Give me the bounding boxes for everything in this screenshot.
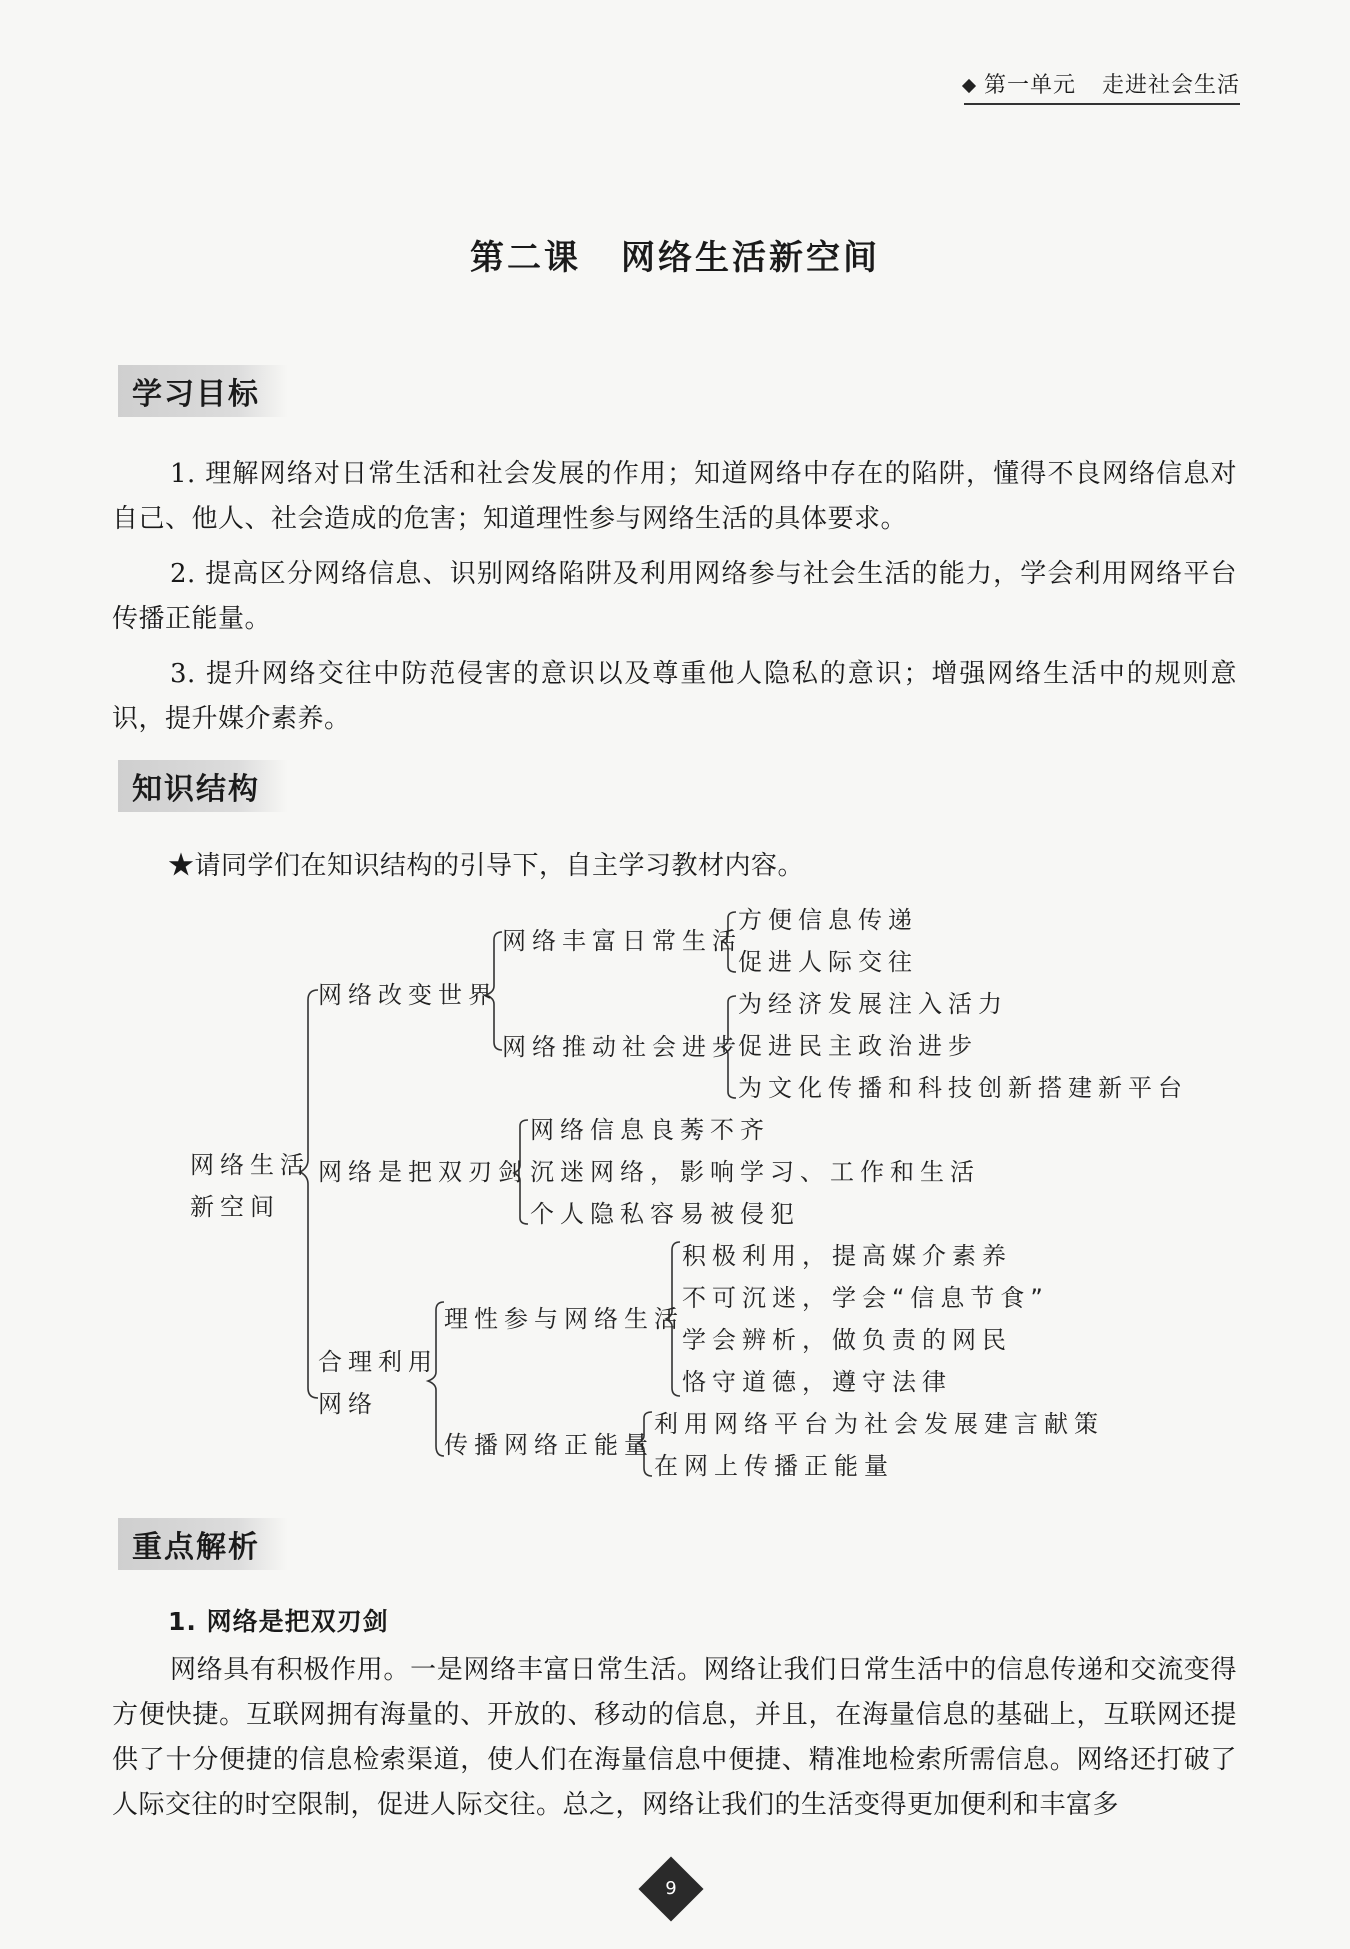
objective-item-3: 3. 提升网络交往中防范侵害的意识以及尊重他人隐私的意识；增强网络生活中的规则意识，提升媒介素养。 [112, 659, 1237, 734]
section-heading-objectives: 学习目标 [118, 365, 288, 417]
structure-intro: ★请同学们在知识结构的引导下，自主学习教材内容。 [168, 851, 805, 881]
objective-item-1: 1. 理解网络对日常生活和社会发展的作用；知道网络中存在的陷阱，懂得不良网络信息对自己、他人、社会造成的危害；知道理性参与网络生活的具体要求。 [112, 459, 1237, 534]
tree-leaf: 积极利用，提高媒介素养 [682, 1242, 1012, 1270]
tree-node-social-progress: 网络推动社会进步 [502, 1033, 742, 1061]
tree-node-positive-energy: 传播网络正能量 [444, 1431, 654, 1459]
brace-positive-energy [638, 1412, 652, 1476]
tree-branch-double-edged: 网络是把双刃剑 [318, 1158, 528, 1186]
analysis-subheading: 1. 网络是把双刃剑 [168, 1607, 389, 1636]
brace-change-world [486, 932, 502, 1050]
lesson-title [0, 230, 1350, 279]
diamond-icon [962, 79, 976, 93]
tree-leaf: 沉迷网络，影响学习、工作和生活 [530, 1158, 980, 1186]
tree-branch-change-world: 网络改变世界 [318, 981, 498, 1009]
tree-leaf: 个人隐私容易被侵犯 [530, 1200, 800, 1228]
tree-leaf: 学会辨析，做负责的网民 [682, 1326, 1012, 1354]
brace-social-progress [722, 996, 736, 1098]
brace-daily-life [722, 912, 736, 972]
analysis-paragraph: 网络具有积极作用。一是网络丰富日常生活。网络让我们日常生活中的信息传递和交流变得方便快捷。互联网拥有海量的、开放的、移动的信息，并且，在海量信息的基础上，互联网还提供了十分便捷的信息检索渠道，使人们在海量信息中便捷、精准地检索所需信息。网络还打破了人际交往的时空限制，促进人际交往。总之，网络让我们的生活变得更加便利和丰富多 [112, 1655, 1237, 1820]
brace-rational-use [428, 1302, 444, 1456]
unit-label: 第一单元 [983, 73, 1076, 98]
tree-branch-rational-use-2: 网络 [318, 1390, 378, 1418]
running-header [964, 68, 1240, 105]
lesson-name: 网络生活新空间 [621, 238, 880, 278]
tree-leaf: 利用网络平台为社会发展建言献策 [654, 1410, 1104, 1438]
lesson-number: 第二课 [470, 238, 581, 278]
tree-leaf: 恪守道德，遵守法律 [682, 1368, 952, 1396]
tree-leaf: 方便信息传递 [738, 906, 918, 934]
tree-leaf: 为文化传播和科技创新搭建新平台 [738, 1074, 1188, 1102]
tree-leaf: 网络信息良莠不齐 [530, 1116, 770, 1144]
tree-leaf: 在网上传播正能量 [654, 1452, 894, 1480]
section-heading-structure: 知识结构 [118, 760, 288, 812]
objective-item-2: 2. 提高区分网络信息、识别网络陷阱及利用网络参与社会生活的能力，学会利用网络平台传播正能量。 [112, 559, 1237, 634]
tree-leaf: 不可沉迷，学会“信息节食” [682, 1284, 1049, 1312]
tree-leaf: 为经济发展注入活力 [738, 990, 1008, 1018]
page-number: 9 [665, 1878, 677, 1899]
tree-node-rational-participation: 理性参与网络生活 [444, 1305, 684, 1333]
unit-title: 走进社会生活 [1101, 73, 1240, 98]
brace-rational-participation [666, 1242, 680, 1396]
tree-leaf: 促进民主政治进步 [738, 1032, 978, 1060]
tree-leaf: 促进人际交往 [738, 948, 918, 976]
brace-root [300, 990, 318, 1398]
tree-root-line-1: 网络生活 [190, 1151, 310, 1179]
brace-double-edged [514, 1120, 528, 1224]
tree-root-line-2: 新空间 [190, 1193, 280, 1221]
section-heading-analysis: 重点解析 [118, 1518, 288, 1570]
tree-branch-rational-use-1: 合理利用 [318, 1348, 438, 1376]
tree-node-daily-life: 网络丰富日常生活 [502, 927, 742, 955]
